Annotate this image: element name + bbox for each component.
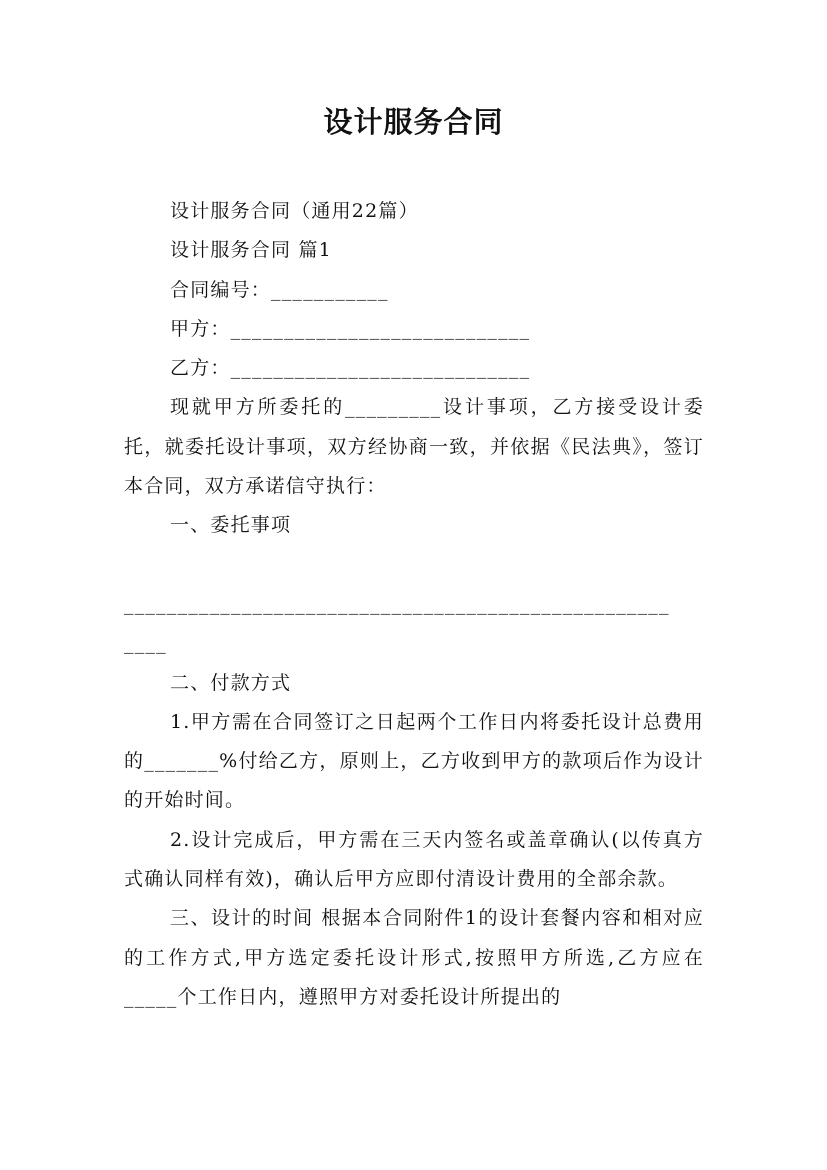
blank-spacer xyxy=(124,546,704,585)
contract-number-line: 合同编号：___________ xyxy=(170,278,389,301)
section-2-heading: 二、付款方式 xyxy=(170,671,292,694)
subtitle-line: 设计服务合同（通用22篇） xyxy=(170,200,419,222)
payment-clause-1: 1.甲方需在合同签订之日起两个工作日内将委托设计总费用的_______%付给乙方，原则上，乙方收到甲方的款项后作为设计的开始时间。 xyxy=(124,710,704,812)
document-body xyxy=(124,192,704,1017)
payment-clause-2: 2.设计完成后，甲方需在三天内签名或盖章确认(以传真方式确认同样有效)，确认后甲方应即付清设计费用的全部余款。 xyxy=(124,828,704,891)
fill-in-underline: ___________________________________________________ xyxy=(124,592,670,615)
document-title: 设计服务合同 xyxy=(323,105,504,139)
intro-paragraph: 现就甲方所委托的_________设计事项，乙方接受设计委托，就委托设计事项，双方经协商一致，并依据《民法典》，签订本合同，双方承诺信守执行： xyxy=(124,396,704,498)
section-3-paragraph: 三、设计的时间 根据本合同附件1的设计套餐内容和相对应的工作方式,甲方选定委托设计形式,按照甲方所选,乙方应在_____个工作日内，遵照甲方对委托设计所提出的 xyxy=(124,907,704,1008)
party-b-line: 乙方：____________________________ xyxy=(170,357,531,380)
fill-in-underline-continued: ____ xyxy=(124,632,167,655)
section-1-heading: 一、委托事项 xyxy=(170,514,292,537)
part-heading: 设计服务合同 篇1 xyxy=(170,239,332,262)
party-a-line: 甲方：____________________________ xyxy=(170,317,531,340)
